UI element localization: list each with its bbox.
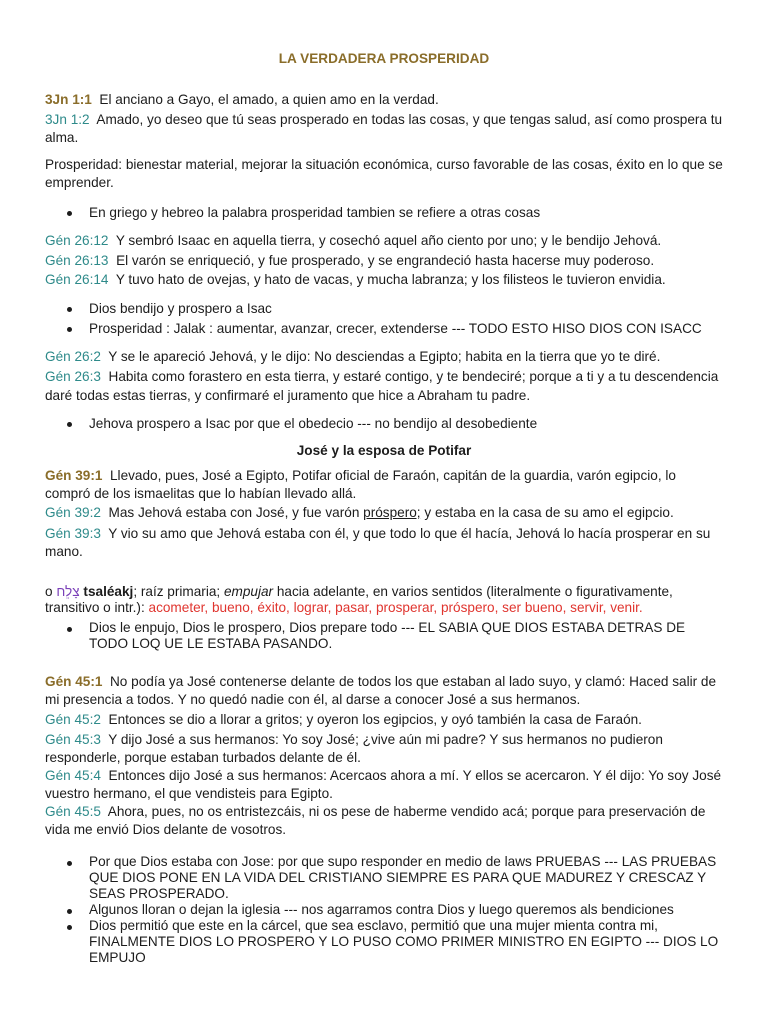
verse-gen-26-14 [45, 271, 725, 289]
verse-gen-26-3 [45, 367, 725, 405]
verse-ref: Gén 45:5 [45, 804, 101, 819]
lexicon-entry [45, 584, 725, 616]
lexicon-prefix: o [45, 584, 53, 599]
verse-text: Y vio su amo que Jehová estaba con él, y que todo lo que él hacía, Jehová lo hacía prosperar en su mano. [45, 526, 711, 559]
verse-gen-39-2 [45, 504, 725, 522]
verse-ref: Gén 26:2 [45, 349, 101, 364]
verse-gen-45-4 [45, 767, 725, 802]
verse-text: Y dijo José a sus hermanos: Yo soy José; ¿vive aún mi padre? Y sus hermanos no pudieron responderle, porque estaban turbados delante de él. [45, 732, 663, 765]
verse-text: Llevado, pues, José a Egipto, Potifar oficial de Faraón, capitán de la guardia, varón egipcio, lo compró de los ismaelitas que lo habían llevado allá. [45, 468, 676, 501]
verse-ref: Gén 45:1 [45, 674, 103, 689]
verse-text: Mas Jehová estaba con José, y fue varón [108, 505, 360, 520]
bullet-list-4 [67, 620, 727, 652]
verse-ref: 3Jn 1:1 [45, 92, 92, 107]
list-item: Jehova prospero a Isac por que el obedecio --- no bendijo al desobediente [67, 415, 727, 433]
verse-ref: Gén 45:3 [45, 732, 101, 747]
underlined-word: próspero; [363, 505, 421, 520]
list-item: Dios bendijo y prospero a Isac [67, 300, 727, 318]
bullet-list-5 [67, 854, 727, 966]
verse-3jn-1-2 [45, 111, 725, 146]
verse-gen-26-13 [45, 252, 725, 270]
verse-ref: Gén 26:14 [45, 272, 109, 287]
lexicon-text: ; raíz primaria; [133, 584, 221, 599]
verse-text: Habita como forastero en esta tierra, y estaré contigo, y te bendeciré; porque a ti y a tu descendencia daré todas estas tierras, y confirmaré el juramento que hice a Abraham tu padre. [45, 369, 719, 403]
lexicon-meanings: acometer, bueno, éxito, lograr, pasar, prosperar, próspero, ser bueno, servir, venir. [148, 600, 643, 615]
verse-3jn-1-1 [45, 91, 725, 109]
section-subtitle: José y la esposa de Potifar [296, 443, 472, 458]
lexicon-italic: empujar [223, 584, 274, 599]
verse-text: y estaba en la casa de su amo el egipcio. [424, 505, 674, 520]
verse-ref: Gén 39:2 [45, 505, 101, 520]
definition-paragraph: Prosperidad: bienestar material, mejorar la situación económica, curso favorable de las cosas, éxito en lo que se emprender. [45, 157, 723, 190]
verse-ref: Gén 26:12 [45, 233, 109, 248]
verse-text: Y se le apareció Jehová, y le dijo: No desciendas a Egipto; habita en la tierra que yo te diré. [108, 349, 661, 364]
verse-text: El varón se enriqueció, y fue prosperado, y se engrandeció hasta hacerse muy poderoso. [116, 253, 655, 268]
verse-gen-45-2 [45, 711, 725, 729]
transliteration: tsaléakj [83, 584, 134, 599]
verse-text: Entonces se dio a llorar a gritos; y oyeron los egipcios, y oyó también la casa de Faraón. [108, 712, 642, 727]
verse-text: Y sembró Isaac en aquella tierra, y cosechó aquel año ciento por uno; y le bendijo Jehová. [115, 233, 662, 248]
verse-ref: Gén 45:2 [45, 712, 101, 727]
verse-ref: 3Jn 1:2 [45, 112, 90, 127]
verse-text: Y tuvo hato de ovejas, y hato de vacas, y mucha labranza; y los filisteos le tuvieron envidia. [115, 272, 666, 287]
document-title: LA VERDADERA PROSPERIDAD [278, 51, 490, 66]
lexicon-text: hacia adelante, en varios sentidos (literalmente o figurativamente, transitivo o intr.): [45, 584, 673, 615]
list-item: Dios permitió que este en la cárcel, que sea esclavo, permitió que una mujer mienta contra mi, FINALMENTE DIOS LO PROSPERO Y LO PUSO COMO PRIMER MINISTRO EN EGIPTO --- DIOS LO EMPUJO [67, 918, 727, 966]
list-item: Por que Dios estaba con Jose: por que supo responder en medio de laws PRUEBAS --- LAS PRUEBAS QUE DIOS PONE EN LA VIDA DEL CRISTIANO SIEMPRE ES PARA QUE MADUREZ Y CRESCAZ Y SEAS PROSPERADO. [67, 854, 727, 902]
verse-text: Amado, yo deseo que tú seas prosperado en todas las cosas, y que tengas salud, así como prospera tu alma. [45, 112, 723, 145]
verse-gen-26-2 [45, 348, 725, 366]
verse-gen-45-1 [45, 673, 725, 708]
list-item: Dios le enpujo, Dios le prospero, Dios prepare todo --- EL SABIA QUE DIOS ESTABA DETRAS DE TODO LOQ UE LE ESTABA PASANDO. [67, 620, 727, 652]
bullet-list-2 [67, 300, 727, 337]
bullet-list-3 [67, 415, 727, 433]
list-item: Prosperidad : Jalak : aumentar, avanzar, crecer, extenderse --- TODO ESTO HISO DIOS CON ISACC [67, 320, 727, 338]
verse-ref: Gén 26:3 [45, 369, 101, 384]
verse-text: No podía ya José contenerse delante de todos los que estaban al lado suyo, y clamó: Haced salir de mi presencia a todos. Y no quedó nadie con él, al darse a conocer José a sus hermanos. [45, 674, 717, 707]
verse-gen-39-3 [45, 525, 725, 560]
verse-ref: Gén 39:3 [45, 526, 101, 541]
verse-gen-39-1 [45, 467, 725, 502]
verse-gen-45-3 [45, 731, 725, 766]
list-item: En griego y hebreo la palabra prosperidad tambien se refiere a otras cosas [67, 204, 727, 222]
list-item: Algunos lloran o dejan la iglesia --- nos agarramos contra Dios y luego queremos als bendiciones [67, 902, 727, 918]
hebrew-word: צָלֵח [56, 584, 80, 599]
verse-gen-26-12 [45, 232, 725, 250]
verse-gen-45-5 [45, 803, 725, 838]
verse-ref: Gén 39:1 [45, 468, 103, 483]
verse-ref: Gén 45:4 [45, 768, 101, 783]
verse-text: Ahora, pues, no os entristezcáis, ni os pese de haberme vendido acá; porque para preservación de vida me envió Dios delante de vosotros. [45, 804, 706, 837]
verse-ref: Gén 26:13 [45, 253, 109, 268]
verse-text: Entonces dijo José a sus hermanos: Acercaos ahora a mí. Y ellos se acercaron. Y él dijo: Yo soy José vuestro hermano, el que vendisteis para Egipto. [45, 768, 722, 801]
bullet-list-1 [67, 204, 727, 222]
verse-text: El anciano a Gayo, el amado, a quien amo en la verdad. [99, 92, 439, 107]
